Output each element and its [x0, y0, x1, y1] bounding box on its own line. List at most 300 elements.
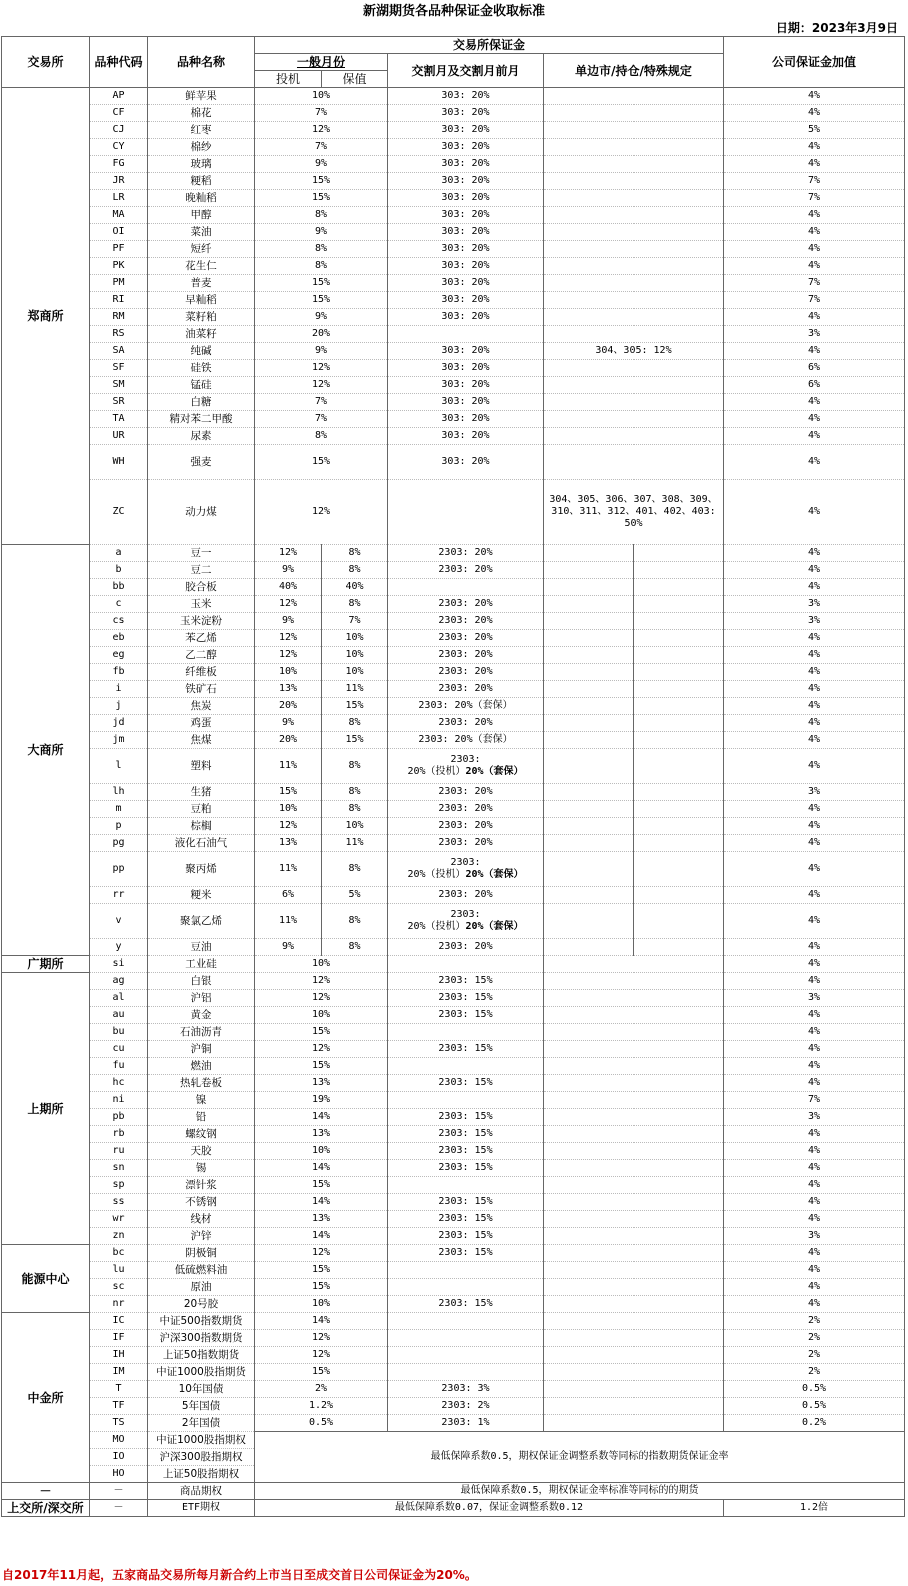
- code-cell: hc: [90, 1075, 148, 1092]
- code-cell: T: [90, 1381, 148, 1398]
- general-margin-cell: 9%: [255, 224, 388, 241]
- company-add-cell: 4%: [724, 1279, 905, 1296]
- table-row: [2, 647, 905, 664]
- spec-margin-cell: 9%: [255, 562, 322, 579]
- table-row: [2, 715, 905, 732]
- delivery-margin-cell: [388, 480, 544, 545]
- hedge-margin-cell: 8%: [322, 784, 388, 801]
- name-cell: 菜油: [148, 224, 255, 241]
- delivery-margin-cell: 303: 20%: [388, 122, 544, 139]
- table-row: [2, 1092, 905, 1109]
- general-margin-cell: 2%: [255, 1381, 388, 1398]
- special-rule-cell: [544, 326, 724, 343]
- table-row: [2, 1364, 905, 1381]
- special-rule-cell: [544, 852, 634, 887]
- delivery-margin-cell: 2303: 20%: [388, 801, 544, 818]
- delivery-margin-cell: 303: 20%: [388, 292, 544, 309]
- exchange-cell: 郑商所: [2, 88, 90, 545]
- special-rule-cell-extra: [634, 698, 724, 715]
- code-cell: MO: [90, 1432, 148, 1449]
- header-special: 单边市/持仓/特殊规定: [544, 54, 724, 88]
- hedge-margin-cell: 8%: [322, 715, 388, 732]
- company-add-cell: 7%: [724, 292, 905, 309]
- code-cell: cu: [90, 1041, 148, 1058]
- header-exchange: 交易所: [2, 37, 90, 88]
- name-cell: 短纤: [148, 241, 255, 258]
- name-cell: 花生仁: [148, 258, 255, 275]
- special-rule-cell: [544, 939, 634, 956]
- delivery-margin-cell: 2303: 20%: [388, 784, 544, 801]
- special-rule-cell: [544, 784, 634, 801]
- general-margin-cell: 19%: [255, 1092, 388, 1109]
- code-cell: IM: [90, 1364, 148, 1381]
- general-margin-cell: 12%: [255, 1347, 388, 1364]
- special-rule-cell: [544, 1415, 724, 1432]
- general-margin-cell: 10%: [255, 1007, 388, 1024]
- special-rule-cell: [544, 428, 724, 445]
- special-rule-cell: [544, 1364, 724, 1381]
- table-row: [2, 801, 905, 818]
- code-cell: ZC: [90, 480, 148, 545]
- spec-margin-cell: 12%: [255, 630, 322, 647]
- spec-margin-cell: 11%: [255, 749, 322, 784]
- special-rule-cell: [544, 1024, 724, 1041]
- code-cell: IO: [90, 1449, 148, 1466]
- date-label: 日期：2023年3月9日: [775, 21, 898, 35]
- table-row: [2, 1381, 905, 1398]
- delivery-margin-cell: 2303: 20%（套保）: [388, 732, 544, 749]
- name-cell: 上证50指数期货: [148, 1347, 255, 1364]
- general-margin-cell: 15%: [255, 1024, 388, 1041]
- general-margin-cell: 9%: [255, 343, 388, 360]
- special-rule-cell: [544, 275, 724, 292]
- table-row: [2, 360, 905, 377]
- special-rule-cell: [544, 749, 634, 784]
- name-cell: 焦煤: [148, 732, 255, 749]
- delivery-line: [388, 921, 543, 933]
- special-rule-cell-extra: [634, 545, 724, 562]
- table-row: [2, 1398, 905, 1415]
- name-cell: 中证1000股指期货: [148, 1364, 255, 1381]
- table-row: [2, 664, 905, 681]
- name-cell: 聚丙烯: [148, 852, 255, 887]
- special-rule-cell-extra: [634, 647, 724, 664]
- table-row: [2, 990, 905, 1007]
- delivery-margin-cell: [388, 1058, 544, 1075]
- exchange-cell: 上交所/深交所: [2, 1500, 90, 1517]
- delivery-margin-cell: 303: 20%: [388, 445, 544, 480]
- special-rule-cell: [544, 156, 724, 173]
- special-rule-cell: [544, 1262, 724, 1279]
- code-cell: pp: [90, 852, 148, 887]
- name-cell: 豆一: [148, 545, 255, 562]
- company-add-cell: 4%: [724, 545, 905, 562]
- special-rule-cell: [544, 292, 724, 309]
- delivery-margin-cell: [388, 1262, 544, 1279]
- name-cell: 中证500指数期货: [148, 1313, 255, 1330]
- code-cell: ss: [90, 1194, 148, 1211]
- spec-margin-cell: 6%: [255, 887, 322, 904]
- spec-margin-cell: 15%: [255, 784, 322, 801]
- special-rule-cell-extra: [634, 749, 724, 784]
- delivery-margin-cell: 303: 20%: [388, 105, 544, 122]
- table-row: [2, 904, 905, 939]
- code-cell: lh: [90, 784, 148, 801]
- table-row: [2, 835, 905, 852]
- special-rule-cell: [544, 377, 724, 394]
- table-row: [2, 1330, 905, 1347]
- delivery-margin-cell: 2303: 20%（套保）: [388, 698, 544, 715]
- header-hedge: 保值: [322, 71, 388, 88]
- company-add-cell: 4%: [724, 835, 905, 852]
- company-add-cell: 2%: [724, 1347, 905, 1364]
- hedge-margin-cell: 8%: [322, 801, 388, 818]
- delivery-margin-cell: 2303: 15%: [388, 990, 544, 1007]
- special-rule-cell: [544, 1160, 724, 1177]
- table-row: [2, 596, 905, 613]
- general-margin-cell: 12%: [255, 1041, 388, 1058]
- hedge-margin-cell: 8%: [322, 904, 388, 939]
- code-cell: RS: [90, 326, 148, 343]
- spec-margin-cell: 10%: [255, 801, 322, 818]
- name-cell: 白糖: [148, 394, 255, 411]
- delivery-margin-cell: 303: 20%: [388, 258, 544, 275]
- delivery-margin-cell: 2303: 20%: [388, 647, 544, 664]
- general-margin-cell: 12%: [255, 122, 388, 139]
- name-cell: 豆粕: [148, 801, 255, 818]
- name-cell: 甲醇: [148, 207, 255, 224]
- delivery-margin-cell: 2303: 15%: [388, 1109, 544, 1126]
- general-margin-cell: 12%: [255, 480, 388, 545]
- company-add-cell: 4%: [724, 749, 905, 784]
- special-rule-cell-extra: [634, 835, 724, 852]
- special-rule-cell: [544, 88, 724, 105]
- company-add-cell: 6%: [724, 377, 905, 394]
- table-row: [2, 818, 905, 835]
- company-add-cell: 4%: [724, 88, 905, 105]
- general-margin-cell: 10%: [255, 1143, 388, 1160]
- code-cell: jd: [90, 715, 148, 732]
- name-cell: 粳稻: [148, 173, 255, 190]
- hedge-margin-cell: 8%: [322, 562, 388, 579]
- company-add-cell: 4%: [724, 732, 905, 749]
- code-cell: MA: [90, 207, 148, 224]
- header-company-add: 公司保证金加值: [724, 37, 905, 88]
- name-cell: 黄金: [148, 1007, 255, 1024]
- code-cell: pb: [90, 1109, 148, 1126]
- company-add-cell: 4%: [724, 818, 905, 835]
- delivery-line: [388, 766, 543, 778]
- hedge-margin-cell: 15%: [322, 698, 388, 715]
- delivery-margin-cell: 303: 20%: [388, 394, 544, 411]
- name-cell: 镍: [148, 1092, 255, 1109]
- table-row: [2, 956, 905, 973]
- code-cell: al: [90, 990, 148, 1007]
- company-add-cell: 3%: [724, 613, 905, 630]
- delivery-margin-cell: 2303: 15%: [388, 1126, 544, 1143]
- table-row: [2, 1228, 905, 1245]
- header-spec: 投机: [255, 71, 322, 88]
- code-cell: LR: [90, 190, 148, 207]
- table-row: [2, 309, 905, 326]
- delivery-margin-cell: 303: 20%: [388, 275, 544, 292]
- table-row: [2, 224, 905, 241]
- company-add-cell: 4%: [724, 681, 905, 698]
- special-rule-cell: [544, 411, 724, 428]
- company-add-cell: 4%: [724, 1075, 905, 1092]
- code-cell: PF: [90, 241, 148, 258]
- company-add-cell: 4%: [724, 394, 905, 411]
- general-margin-cell: 15%: [255, 190, 388, 207]
- general-margin-cell: 8%: [255, 258, 388, 275]
- company-add-cell: 0.2%: [724, 1415, 905, 1432]
- table-row: [2, 241, 905, 258]
- code-cell: a: [90, 545, 148, 562]
- special-rule-cell: [544, 545, 634, 562]
- table-row: [2, 1007, 905, 1024]
- code-cell: j: [90, 698, 148, 715]
- name-cell: 漂针浆: [148, 1177, 255, 1194]
- delivery-line: 2303:: [450, 754, 481, 765]
- name-cell: 不锈钢: [148, 1194, 255, 1211]
- spec-margin-cell: 20%: [255, 698, 322, 715]
- company-add-cell: 4%: [724, 647, 905, 664]
- code-cell: HO: [90, 1466, 148, 1483]
- name-cell: 早籼稻: [148, 292, 255, 309]
- special-rule-cell-extra: [634, 801, 724, 818]
- table-row: [2, 1160, 905, 1177]
- hedge-margin-cell: 5%: [322, 887, 388, 904]
- company-add-cell: 1.2倍: [724, 1500, 905, 1517]
- company-add-cell: 4%: [724, 1194, 905, 1211]
- table-row: [2, 326, 905, 343]
- company-add-cell: 2%: [724, 1313, 905, 1330]
- name-cell: 沪深300股指期权: [148, 1449, 255, 1466]
- spec-margin-cell: 20%: [255, 732, 322, 749]
- hedge-margin-cell: 10%: [322, 630, 388, 647]
- name-cell: 棉纱: [148, 139, 255, 156]
- table-row: [2, 1313, 905, 1330]
- table-row: [2, 139, 905, 156]
- code-cell: TF: [90, 1398, 148, 1415]
- name-cell: 鲜苹果: [148, 88, 255, 105]
- code-cell: p: [90, 818, 148, 835]
- general-margin-cell: 14%: [255, 1109, 388, 1126]
- table-row: [2, 562, 905, 579]
- table-row: [2, 190, 905, 207]
- general-margin-cell: 7%: [255, 394, 388, 411]
- table-row: [2, 749, 905, 784]
- name-cell: 沪铝: [148, 990, 255, 1007]
- general-margin-cell: 8%: [255, 241, 388, 258]
- special-rule-cell: [544, 394, 724, 411]
- special-rule-cell: [544, 973, 724, 990]
- hedge-margin-cell: 11%: [322, 835, 388, 852]
- delivery-margin-cell: [388, 1177, 544, 1194]
- delivery-margin-cell: 303: 20%: [388, 224, 544, 241]
- company-add-cell: 3%: [724, 1228, 905, 1245]
- general-margin-cell: 12%: [255, 990, 388, 1007]
- name-cell: 商品期权: [148, 1483, 255, 1500]
- special-rule-cell-extra: [634, 818, 724, 835]
- table-row: [2, 1296, 905, 1313]
- table-row: [2, 156, 905, 173]
- general-margin-cell: 14%: [255, 1228, 388, 1245]
- special-rule-cell: [544, 1381, 724, 1398]
- general-margin-cell: 0.5%: [255, 1415, 388, 1432]
- table-row: [2, 343, 905, 360]
- company-add-cell: 4%: [724, 241, 905, 258]
- name-cell: 天胶: [148, 1143, 255, 1160]
- name-cell: 鸡蛋: [148, 715, 255, 732]
- special-rule-cell: [544, 579, 634, 596]
- code-cell: ag: [90, 973, 148, 990]
- table-row: [2, 122, 905, 139]
- company-add-cell: 4%: [724, 1007, 905, 1024]
- general-margin-cell: 15%: [255, 1058, 388, 1075]
- hedge-margin-cell: 10%: [322, 664, 388, 681]
- company-add-cell: 3%: [724, 1109, 905, 1126]
- table-row: [2, 887, 905, 904]
- table-row: [2, 1262, 905, 1279]
- company-add-cell: 7%: [724, 275, 905, 292]
- delivery-margin-cell: 303: 20%: [388, 428, 544, 445]
- name-cell: 石油沥青: [148, 1024, 255, 1041]
- code-cell: c: [90, 596, 148, 613]
- code-cell: IC: [90, 1313, 148, 1330]
- general-margin-cell: 8%: [255, 207, 388, 224]
- delivery-margin-cell: 2303: 15%: [388, 1160, 544, 1177]
- code-cell: SF: [90, 360, 148, 377]
- company-add-cell: 4%: [724, 1024, 905, 1041]
- delivery-margin-cell: 2303: 15%: [388, 1296, 544, 1313]
- general-margin-cell: 15%: [255, 275, 388, 292]
- delivery-margin-cell: 2303: 20%: [388, 562, 544, 579]
- spec-margin-cell: 9%: [255, 613, 322, 630]
- margin-table: [1, 36, 905, 1517]
- special-rule-cell: 304、305、306、307、308、309、310、311、312、401、402、403: 50%: [544, 480, 724, 545]
- name-cell: 中证1000股指期权: [148, 1432, 255, 1449]
- hedge-margin-cell: 10%: [322, 647, 388, 664]
- name-cell: 聚氯乙烯: [148, 904, 255, 939]
- hedge-margin-cell: 8%: [322, 852, 388, 887]
- delivery-spec-part: 20%（投机）: [407, 921, 466, 932]
- spec-margin-cell: 12%: [255, 647, 322, 664]
- table-row: [2, 732, 905, 749]
- delivery-margin-cell: 303: 20%: [388, 360, 544, 377]
- code-cell: AP: [90, 88, 148, 105]
- name-cell: 普麦: [148, 275, 255, 292]
- name-cell: 沪铜: [148, 1041, 255, 1058]
- special-rule-cell: [544, 1092, 724, 1109]
- special-rule-cell: [544, 1347, 724, 1364]
- delivery-margin-cell: 2303: 15%: [388, 1194, 544, 1211]
- delivery-hedge-part: 20%（套保）: [465, 869, 524, 880]
- table-row: [2, 105, 905, 122]
- delivery-margin-cell: 2303: 20%: [388, 715, 544, 732]
- special-rule-cell: [544, 1143, 724, 1160]
- name-cell: 沪深300指数期货: [148, 1330, 255, 1347]
- table-row: [2, 173, 905, 190]
- name-cell: 乙二醇: [148, 647, 255, 664]
- special-rule-cell: [544, 207, 724, 224]
- delivery-margin-cell: [388, 326, 544, 343]
- delivery-margin-cell: 2303: 20%: [388, 630, 544, 647]
- name-cell: 玉米淀粉: [148, 613, 255, 630]
- name-cell: 铅: [148, 1109, 255, 1126]
- delivery-margin-cell: 303: 20%: [388, 241, 544, 258]
- company-add-cell: 4%: [724, 156, 905, 173]
- name-cell: 线材: [148, 1211, 255, 1228]
- code-cell: eg: [90, 647, 148, 664]
- company-add-cell: 4%: [724, 562, 905, 579]
- table-row: [2, 698, 905, 715]
- delivery-margin-cell: [388, 956, 544, 973]
- company-add-cell: 3%: [724, 784, 905, 801]
- company-add-cell: 2%: [724, 1364, 905, 1381]
- name-cell: 玉米: [148, 596, 255, 613]
- special-rule-cell: [544, 1313, 724, 1330]
- table-row: [2, 973, 905, 990]
- general-margin-cell: 1.2%: [255, 1398, 388, 1415]
- code-cell: CY: [90, 139, 148, 156]
- name-cell: 锡: [148, 1160, 255, 1177]
- delivery-margin-cell: 303: 20%: [388, 156, 544, 173]
- delivery-margin-cell: 2303: 1%: [388, 1415, 544, 1432]
- special-rule-cell: [544, 139, 724, 156]
- code-cell: sc: [90, 1279, 148, 1296]
- company-add-cell: 7%: [724, 1092, 905, 1109]
- special-rule-cell: [544, 1211, 724, 1228]
- special-rule-cell-extra: [634, 939, 724, 956]
- code-cell: PM: [90, 275, 148, 292]
- name-cell: ETF期权: [148, 1500, 255, 1517]
- delivery-margin-cell: 2303: 20%: [388, 613, 544, 630]
- delivery-margin-cell: 2303: 20%: [388, 887, 544, 904]
- delivery-margin-cell: 2303: 20%: [388, 818, 544, 835]
- code-cell: SM: [90, 377, 148, 394]
- name-cell: 纤维板: [148, 664, 255, 681]
- table-row: [2, 1347, 905, 1364]
- special-rule-cell-extra: [634, 681, 724, 698]
- table-row: [2, 275, 905, 292]
- special-rule-cell: [544, 224, 724, 241]
- code-cell: eb: [90, 630, 148, 647]
- code-cell: TA: [90, 411, 148, 428]
- general-margin-cell: 8%: [255, 428, 388, 445]
- general-margin-cell: 10%: [255, 956, 388, 973]
- general-margin-cell: 20%: [255, 326, 388, 343]
- hedge-margin-cell: 8%: [322, 939, 388, 956]
- company-add-cell: 4%: [724, 1143, 905, 1160]
- table-row: [2, 445, 905, 480]
- special-rule-cell: [544, 1296, 724, 1313]
- company-add-cell: 4%: [724, 852, 905, 887]
- delivery-margin-cell: 2303: 15%: [388, 973, 544, 990]
- special-rule-cell: [544, 613, 634, 630]
- name-cell: 豆二: [148, 562, 255, 579]
- delivery-margin-cell: 2303: 20%: [388, 681, 544, 698]
- delivery-margin-cell: [388, 1364, 544, 1381]
- name-cell: 阴极铜: [148, 1245, 255, 1262]
- table-row: [2, 1211, 905, 1228]
- exchange-cell: 中金所: [2, 1313, 90, 1483]
- special-rule-cell-extra: [634, 904, 724, 939]
- company-add-cell: 4%: [724, 445, 905, 480]
- special-rule-cell-extra: [634, 613, 724, 630]
- delivery-line: [388, 869, 543, 881]
- company-add-cell: 4%: [724, 664, 905, 681]
